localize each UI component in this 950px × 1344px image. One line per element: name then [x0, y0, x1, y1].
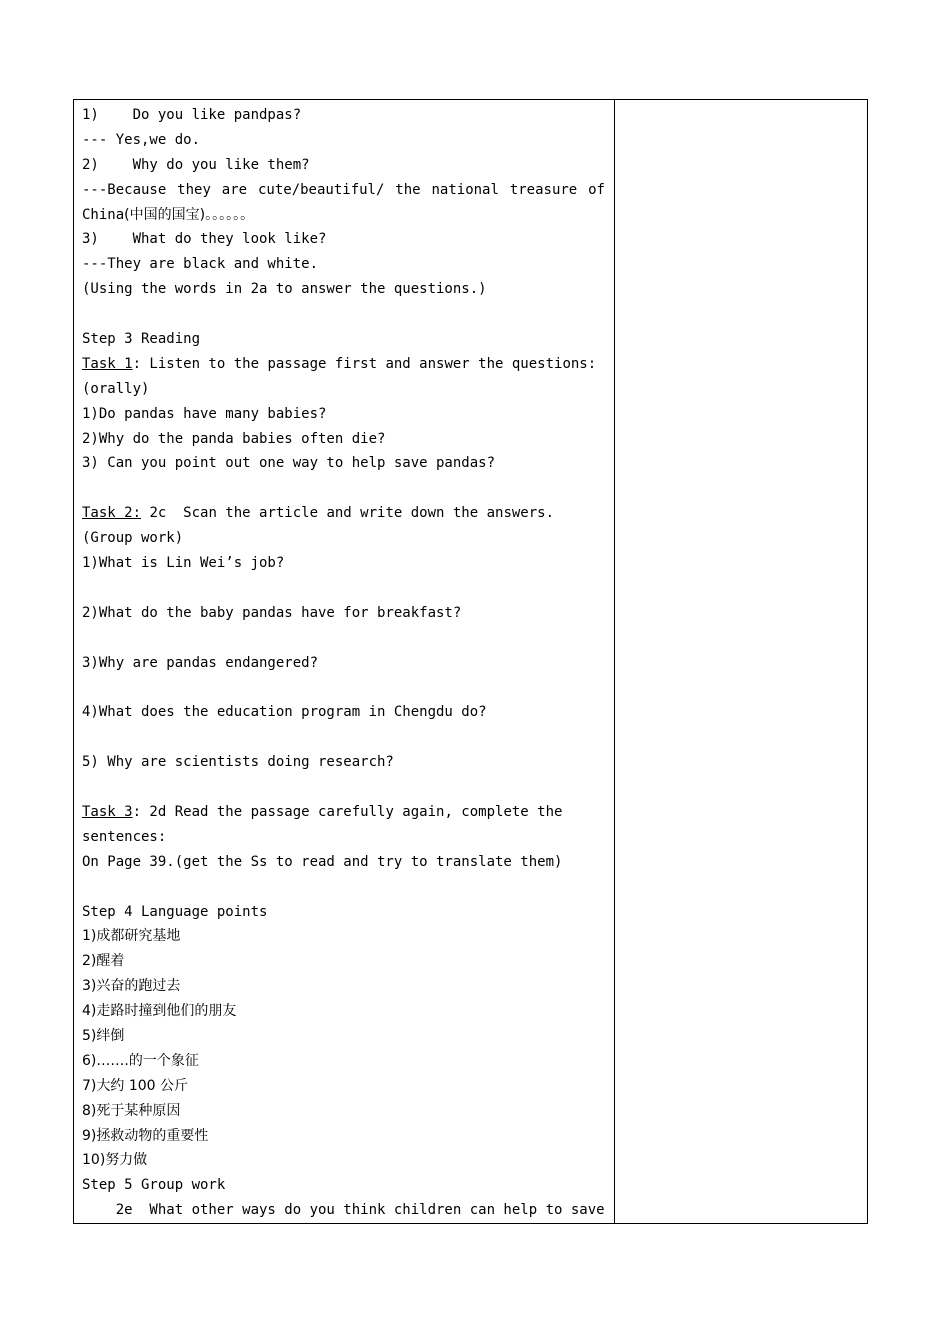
text-line: sentences: — [82, 828, 167, 845]
text-line: 3) What do they look like? — [82, 231, 327, 248]
text-line — [82, 501, 605, 526]
text-segment: (中国的国宝)。。。。。。 — [124, 206, 255, 223]
task-label: Task 2: — [82, 505, 142, 522]
language-point: 8)死于某种原因 — [82, 1102, 181, 1119]
blank-line — [82, 476, 605, 501]
text-line: 2) Why do you like them? — [82, 156, 310, 173]
lesson-table — [73, 99, 868, 1224]
section-heading: Step 5 Group work — [82, 1177, 226, 1194]
text-line: (Group work) — [82, 530, 184, 547]
text-line: 3) Can you point out one way to help save pandas? — [82, 455, 496, 472]
text-line — [82, 203, 605, 228]
text-line: --- Yes,we do. — [82, 131, 201, 148]
text-line: 2e What other ways do you think children can help to save — [82, 1202, 605, 1219]
text-line: 2)What do the baby pandas have for breakfast? — [82, 604, 462, 621]
blank-line — [82, 302, 605, 327]
text-line: 5) Why are scientists doing research? — [82, 754, 394, 771]
text-line: (Using the words in 2a to answer the questions.) — [82, 281, 487, 298]
text-line — [82, 352, 605, 377]
blank-line — [82, 675, 605, 700]
text-line: 1)What is Lin Wei’s job? — [82, 555, 285, 572]
text-line: 1) Do you like pandpas? — [82, 107, 302, 123]
text-segment: China — [82, 206, 125, 223]
notes-column — [615, 100, 868, 1224]
section-heading: Step 3 Reading — [82, 331, 201, 348]
text-segment: 2c Scan the article and write down the answers. — [141, 505, 555, 522]
text-line: ---Because they are cute/beautiful/ the national treasure of — [82, 181, 605, 198]
text-segment: : 2d Read the passage carefully again, complete the — [132, 803, 563, 820]
text-segment: : Listen to the passage first and answer the questions: — [132, 355, 597, 372]
main-column — [74, 100, 615, 1224]
text-line: 3)Why are pandas endangered? — [82, 654, 319, 671]
text-line: 4)What does the education program in Chengdu do? — [82, 704, 487, 721]
text-line: On Page 39.(get the Ss to read and try to translate them) — [82, 853, 563, 870]
text-line: 2)Why do the panda babies often die? — [82, 430, 386, 447]
lesson-content — [74, 100, 614, 1223]
blank-line — [82, 626, 605, 651]
text-line: ---They are black and white. — [82, 256, 319, 273]
blank-line — [82, 775, 605, 800]
section-heading: Step 4 Language points — [82, 903, 268, 920]
task-label: Task 3 — [82, 803, 133, 820]
language-point: 3)兴奋的跑过去 — [82, 978, 181, 995]
language-point: 2)醒着 — [82, 953, 125, 970]
text-line: (orally) — [82, 380, 150, 397]
language-point: 7)大约 100 公斤 — [82, 1077, 188, 1094]
language-point: 10)努力做 — [82, 1152, 148, 1169]
blank-line — [82, 725, 605, 750]
text-line — [82, 800, 605, 825]
language-point: 1)成都研究基地 — [82, 928, 181, 945]
language-point: 4)走路时撞到他们的朋友 — [82, 1003, 237, 1020]
blank-line — [82, 875, 605, 900]
language-point: 6)…….的一个象征 — [82, 1052, 199, 1069]
language-point: 5)绊倒 — [82, 1027, 125, 1044]
text-line: 1)Do pandas have many babies? — [82, 405, 327, 422]
task-label: Task 1 — [82, 355, 133, 372]
blank-line — [82, 576, 605, 601]
language-point: 9)拯救动物的重要性 — [82, 1127, 209, 1144]
